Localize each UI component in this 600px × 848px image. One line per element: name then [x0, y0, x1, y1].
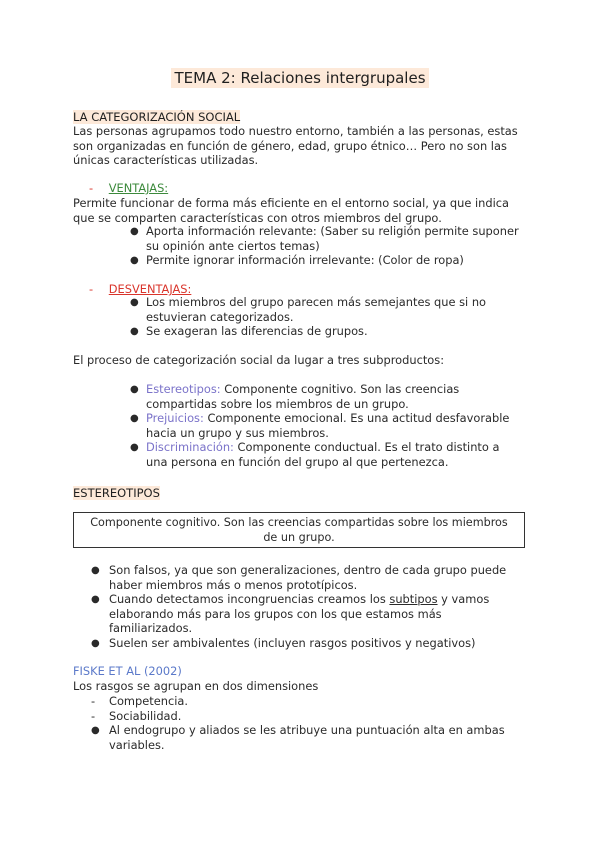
text-line: Permite funcionar de forma más eficiente en el entorno social, ya que indica — [73, 196, 509, 210]
bullet-icon: ● — [130, 413, 139, 424]
text-line: que se comparten características con otros miembros del grupo. — [73, 210, 442, 225]
dash-marker: - — [91, 694, 96, 708]
text-line: hacia un grupo y sus miembros. — [146, 425, 329, 440]
section-heading-fiske: FISKE ET AL (2002) — [73, 664, 182, 678]
desventajas-bullet-2: Se exageran las diferencias de grupos. — [146, 324, 368, 338]
page-title: TEMA 2: Relaciones intergrupales — [171, 68, 428, 88]
dash-marker: - — [91, 709, 96, 723]
estereotipos-bullet-1 — [109, 563, 539, 592]
text-line: una persona en función del grupo al que pertenezca. — [146, 454, 449, 469]
text-line — [146, 411, 546, 426]
dash-marker: - — [89, 282, 94, 296]
text-line: de un grupo. — [263, 530, 335, 544]
desventajas-bullet-1 — [146, 295, 546, 324]
ventajas-bullet-2: Permite ignorar información irrelevante: (Color de ropa) — [146, 253, 464, 267]
term-discriminacion: Discriminación: — [146, 440, 234, 454]
text-line: familiarizados. — [109, 621, 193, 636]
text-line: compartidas sobre los miembros de un grupo. — [146, 396, 409, 411]
bullet-icon: ● — [91, 565, 100, 576]
dash-marker: - — [89, 181, 94, 195]
bullet-icon: ● — [130, 326, 139, 337]
section-heading-text: LA CATEGORIZACIÓN SOCIAL — [73, 110, 241, 124]
term-prejuicios: Prejuicios: — [146, 411, 204, 425]
bullet-icon: ● — [130, 255, 139, 266]
desventajas-label: DESVENTAJAS: — [108, 282, 192, 296]
bullet-icon: ● — [130, 226, 139, 237]
text-segment: y vamos — [437, 592, 490, 606]
text-line: Aporta información relevante: (Saber su religión permite suponer — [146, 224, 519, 238]
text-line: su opinión ante ciertos temas) — [146, 238, 320, 253]
section-heading-text: ESTEREOTIPOS — [73, 486, 160, 500]
section-heading-estereotipos — [73, 486, 533, 500]
ventajas-bullet-1 — [146, 224, 546, 253]
bullet-icon: ● — [91, 638, 100, 649]
term-subtipos: subtipos — [389, 592, 438, 606]
ventajas-paragraph — [73, 196, 533, 225]
ventajas-label: VENTAJAS: — [108, 181, 169, 195]
fiske-dimension-1: Competencia. — [109, 694, 188, 708]
text-line — [146, 440, 546, 455]
text-line: son organizadas en función de género, edad, grupo étnico… Pero no son las — [73, 138, 507, 153]
text-segment: Cuando detectamos incongruencias creamos los — [109, 592, 390, 606]
bullet-icon: ● — [130, 297, 139, 308]
text-line — [146, 382, 546, 397]
fiske-intro: Los rasgos se agrupan en dos dimensiones — [73, 679, 319, 693]
text-line: Son falsos, ya que son generalizaciones, dentro de cada grupo puede — [109, 563, 507, 577]
bullet-icon: ● — [91, 594, 100, 605]
text-line: únicas características utilizadas. — [73, 153, 259, 168]
paragraph-intro — [73, 124, 533, 168]
proceso-bullet-estereotipos — [146, 382, 546, 411]
text-line: Las personas agrupamos todo nuestro entorno, también a las personas, estas — [73, 124, 518, 138]
text-line: Los miembros del grupo parecen más semejantes que si no — [146, 295, 487, 309]
proceso-intro: El proceso de categorización social da lugar a tres subproductos: — [73, 353, 445, 367]
text-line: variables. — [109, 737, 165, 752]
proceso-bullet-discriminacion — [146, 440, 546, 469]
text-line: haber miembros más o menos prototípicos. — [109, 577, 358, 592]
proceso-bullet-prejuicios — [146, 411, 546, 440]
text-line: elaborando más para los grupos con los que estamos más — [109, 606, 442, 621]
estereotipos-bullet-3: Suelen ser ambivalentes (incluyen rasgos positivos y negativos) — [109, 636, 476, 650]
fiske-bullet-1 — [109, 723, 539, 752]
text-line — [109, 592, 539, 607]
estereotipos-bullet-2 — [109, 592, 539, 636]
ventajas-label-row — [89, 181, 168, 196]
term-definition: Componente emocional. Es una actitud desfavorable — [203, 411, 510, 425]
definition-box — [73, 512, 525, 548]
term-definition: Componente conductual. Es el trato distinto a — [233, 440, 500, 454]
section-heading-categorizacion — [73, 110, 533, 124]
text-line: estuvieran categorizados. — [146, 309, 294, 324]
bullet-icon: ● — [130, 442, 139, 453]
text-line: Componente cognitivo. Son las creencias compartidas sobre los miembros — [90, 516, 508, 529]
term-definition: Componente cognitivo. Son las creencias — [220, 382, 460, 396]
text-line: Al endogrupo y aliados se les atribuye una puntuación alta en ambas — [109, 723, 505, 737]
bullet-icon: ● — [130, 384, 139, 395]
term-estereotipos: Estereotipos: — [146, 382, 221, 396]
bullet-icon: ● — [91, 725, 100, 736]
fiske-dimension-2: Sociabilidad. — [109, 709, 182, 723]
page-title-row — [0, 68, 600, 87]
